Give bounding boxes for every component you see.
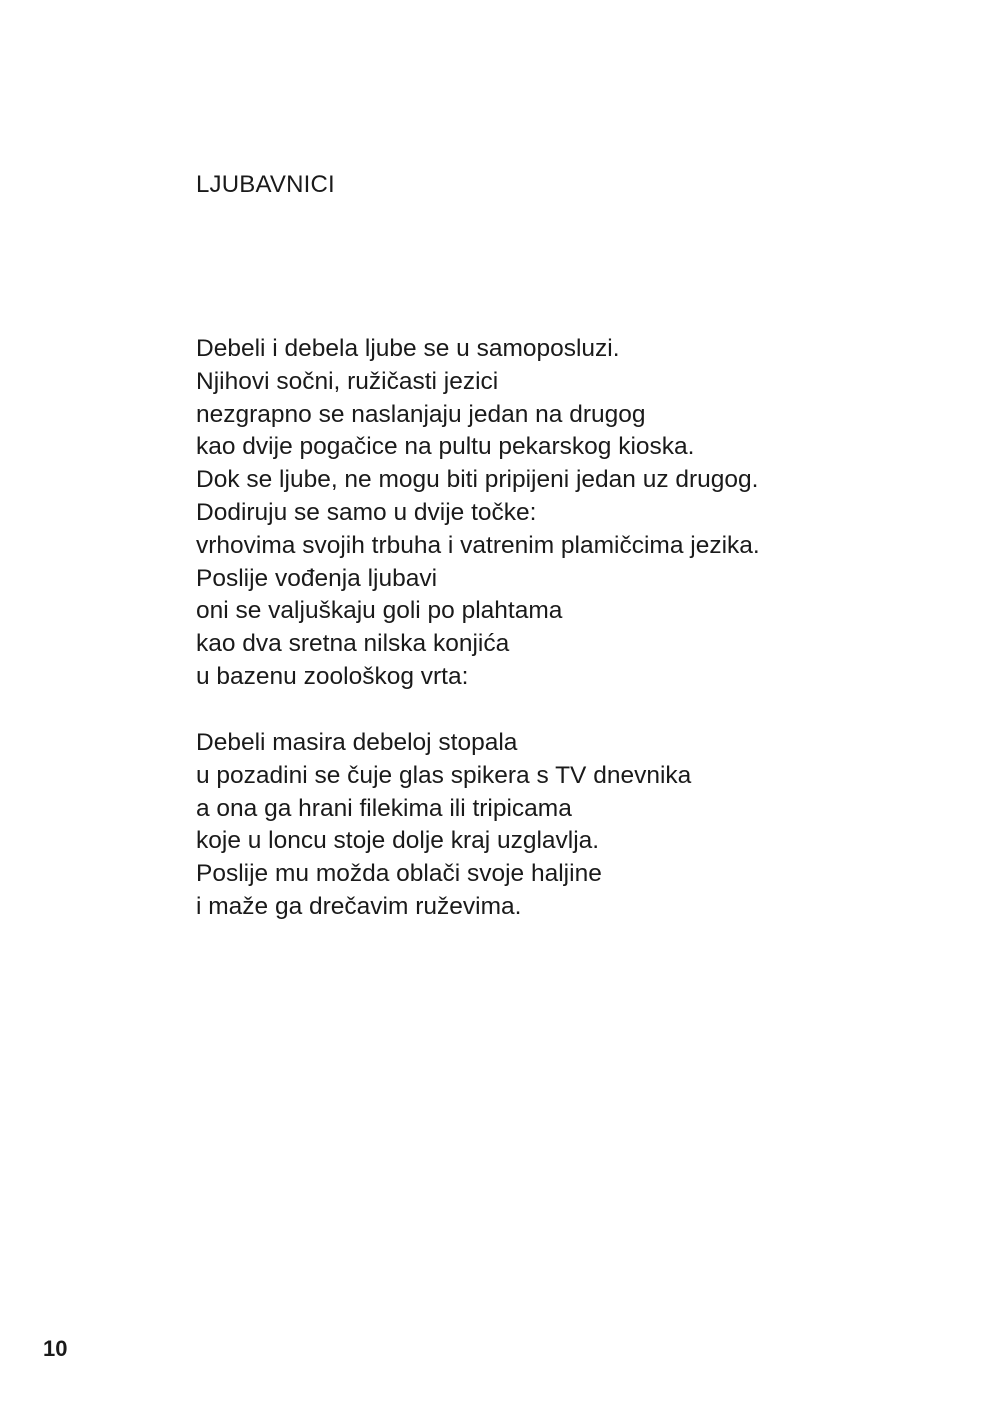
poem-line: u pozadini se čuje glas spikera s TV dnevnika <box>196 761 692 789</box>
poem-line: i maže ga drečavim ruževima. <box>196 892 522 920</box>
poem-line: vrhovima svojih trbuha i vatrenim plamičcima jezika. <box>196 531 760 559</box>
poem-line: Debeli i debela ljube se u samoposluzi. <box>196 335 620 362</box>
poem-line: Poslije vođenja ljubavi <box>196 564 438 592</box>
poem-line: kao dvije pogačice na pultu pekarskog kioska. <box>196 433 695 461</box>
poem-line: Dok se ljube, ne mogu biti pripijeni jedan uz drugog. <box>196 466 759 494</box>
poem-line: koje u loncu stoje dolje kraj uzglavlja. <box>196 827 600 855</box>
poem-line: a ona ga hrani filekima ili tripicama <box>196 794 572 822</box>
poem-line: Poslije mu možda oblači svoje haljine <box>196 860 602 888</box>
poem-line: Njihovi sočni, ružičasti jezici <box>196 367 499 395</box>
poem-line: u bazenu zoološkog vrta: <box>196 662 469 690</box>
page-number: 10 <box>43 1336 68 1361</box>
poem-line: Dodiruju se samo u dvije točke: <box>196 498 537 526</box>
stanza-1 <box>196 333 760 694</box>
poem-line: kao dva sretna nilska konjića <box>196 630 510 658</box>
poem-line: nezgrapno se naslanjaju jedan na drugog <box>196 400 646 428</box>
poem-line: oni se valjuškaju goli po plahtama <box>196 597 563 625</box>
poem-line: Debeli masira debeloj stopala <box>196 729 518 756</box>
stanza-2 <box>196 727 691 924</box>
poem-title: LJUBAVNICI <box>196 171 335 198</box>
